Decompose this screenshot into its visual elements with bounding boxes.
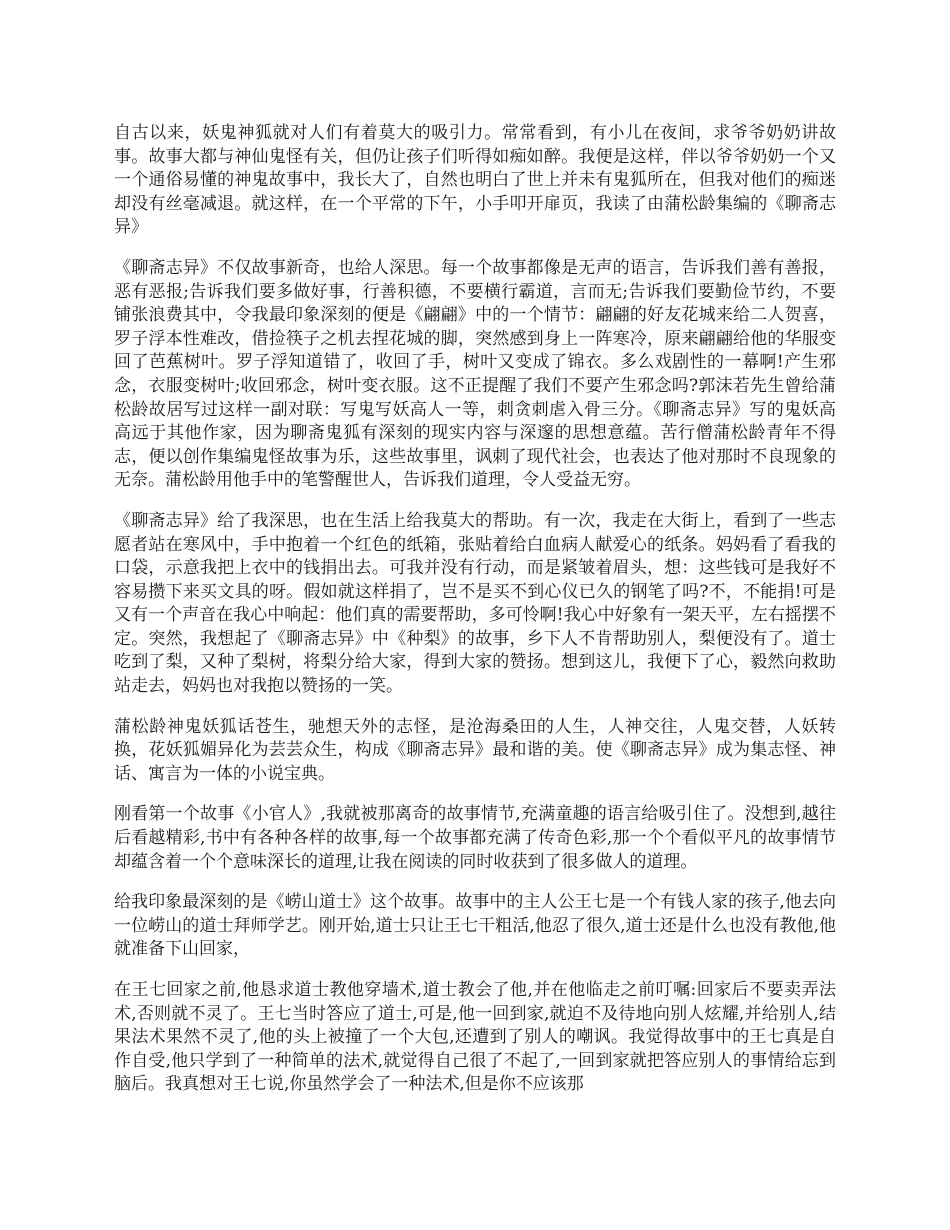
paragraph: 刚看第一个故事《小官人》,我就被那离奇的故事情节,充满童趣的语言给吸引住了。没想到,越往后看越精彩,书中有各种各样的故事,每一个故事都充满了传奇色彩,那一个个看似平凡的故事情节却蕴含着一个个意味深长的道理,让我在阅读的同时收获到了很多做人的道理。 (114, 804, 836, 872)
paragraph: 在王七回家之前,他恳求道士教他穿墙术,道士教会了他,并在他临走之前叮嘱:回家后不要卖弄法术,否则就不灵了。王七当时答应了道士,可是,他一回到家,就迫不及待地向别人炫耀,并给别人,结果法术果然不灵了,他的头上被撞了一个大包,还遭到了别人的嘲讽。我觉得故事中的王七真是自作自受,他只学到了一种简单的法术,就觉得自己很了不起了,一回到家就把答应别人的事情给忘到脑后。我真想对王七说,你虽然学会了一种法术,但是你不应该那 (114, 980, 836, 1095)
paragraph: 蒲松龄神鬼妖狐话苍生，驰想天外的志怪，是沧海桑田的人生，人神交往，人鬼交替，人妖转换，花妖狐媚异化为芸芸众生，构成《聊斋志异》最和谐的美。使《聊斋志异》成为集志怪、神话、寓言为一体的小说宝典。 (114, 716, 836, 784)
paragraph: 《聊斋志异》给了我深思，也在生活上给我莫大的帮助。有一次，我走在大街上，看到了一些志愿者站在寒风中，手中抱着一个红色的纸箱，张贴着给白血病人献爱心的纸条。妈妈看了看我的口袋，示意我把上衣中的钱捐出去。可我并没有行动，而是紧皱着眉头，想：这些钱可是我好不容易攒下来买文具的呀。假如就这样捐了，岂不是买不到心仪已久的钢笔了吗?不，不能捐!可是又有一个声音在我心中响起：他们真的需要帮助，多可怜啊!我心中好象有一架天平，左右摇摆不定。突然，我想起了《聊斋志异》中《种梨》的故事，乡下人不肯帮助别人，梨便没有了。道士吃到了梨，又种了梨树，将梨分给大家，得到大家的赞扬。想到这儿，我便下了心，毅然向救助站走去，妈妈也对我抱以赞扬的一笑。 (114, 510, 836, 697)
paragraph: 给我印象最深刻的是《崂山道士》这个故事。故事中的主人公王七是一个有钱人家的孩子,他去向一位崂山的道士拜师学艺。刚开始,道士只让王七干粗活,他忍了很久,道士还是什么也没有教他,他就准备下山回家， (114, 892, 836, 960)
document-body (114, 122, 836, 1114)
paragraph: 《聊斋志异》不仅故事新奇，也给人深思。每一个故事都像是无声的语言，告诉我们善有善报，恶有恶报;告诉我们要多做好事，行善积德，不要横行霸道，言而无;告诉我们要勤俭节约，不要铺张浪费其中，令我最印象深刻的便是《翩翩》中的一个情节：翩翩的好友花城来给二人贺喜，罗子浮本性难改，借捡筷子之机去捏花城的脚，突然感到身上一阵寒冷，原来翩翩给他的华服变回了芭蕉树叶。罗子浮知道错了，收回了手，树叶又变成了锦衣。多么戏剧性的一幕啊!产生邪念，衣服变树叶;收回邪念，树叶变衣服。这不正提醒了我们不要产生邪念吗?郭沫若先生曾给蒲松龄故居写过这样一副对联：写鬼写妖高人一等，刺贪刺虐入骨三分。《聊斋志异》写的鬼妖高高远于其他作家，因为聊斋鬼狐有深刻的现实内容与深邃的思想意蕴。苦行僧蒲松龄青年不得志，便以创作集编鬼怪故事为乐，这些故事里，讽刺了现代社会，也表达了他对那时不良现象的无奈。蒲松龄用他手中的笔警醒世人，告诉我们道理，令人受益无穷。 (114, 257, 836, 491)
paragraph: 自古以来，妖鬼神狐就对人们有着莫大的吸引力。常常看到，有小儿在夜间，求爷爷奶奶讲故事。故事大都与神仙鬼怪有关，但仍让孩子们听得如痴如醉。我便是这样，伴以爷爷奶奶一个又一个通俗易懂的神鬼故事中，我长大了，自然也明白了世上并未有鬼狐所在，但我对他们的痴迷却没有丝毫减退。就这样，在一个平常的下午，小手叩开扉页，我读了由蒲松龄集编的《聊斋志异》 (114, 123, 836, 238)
